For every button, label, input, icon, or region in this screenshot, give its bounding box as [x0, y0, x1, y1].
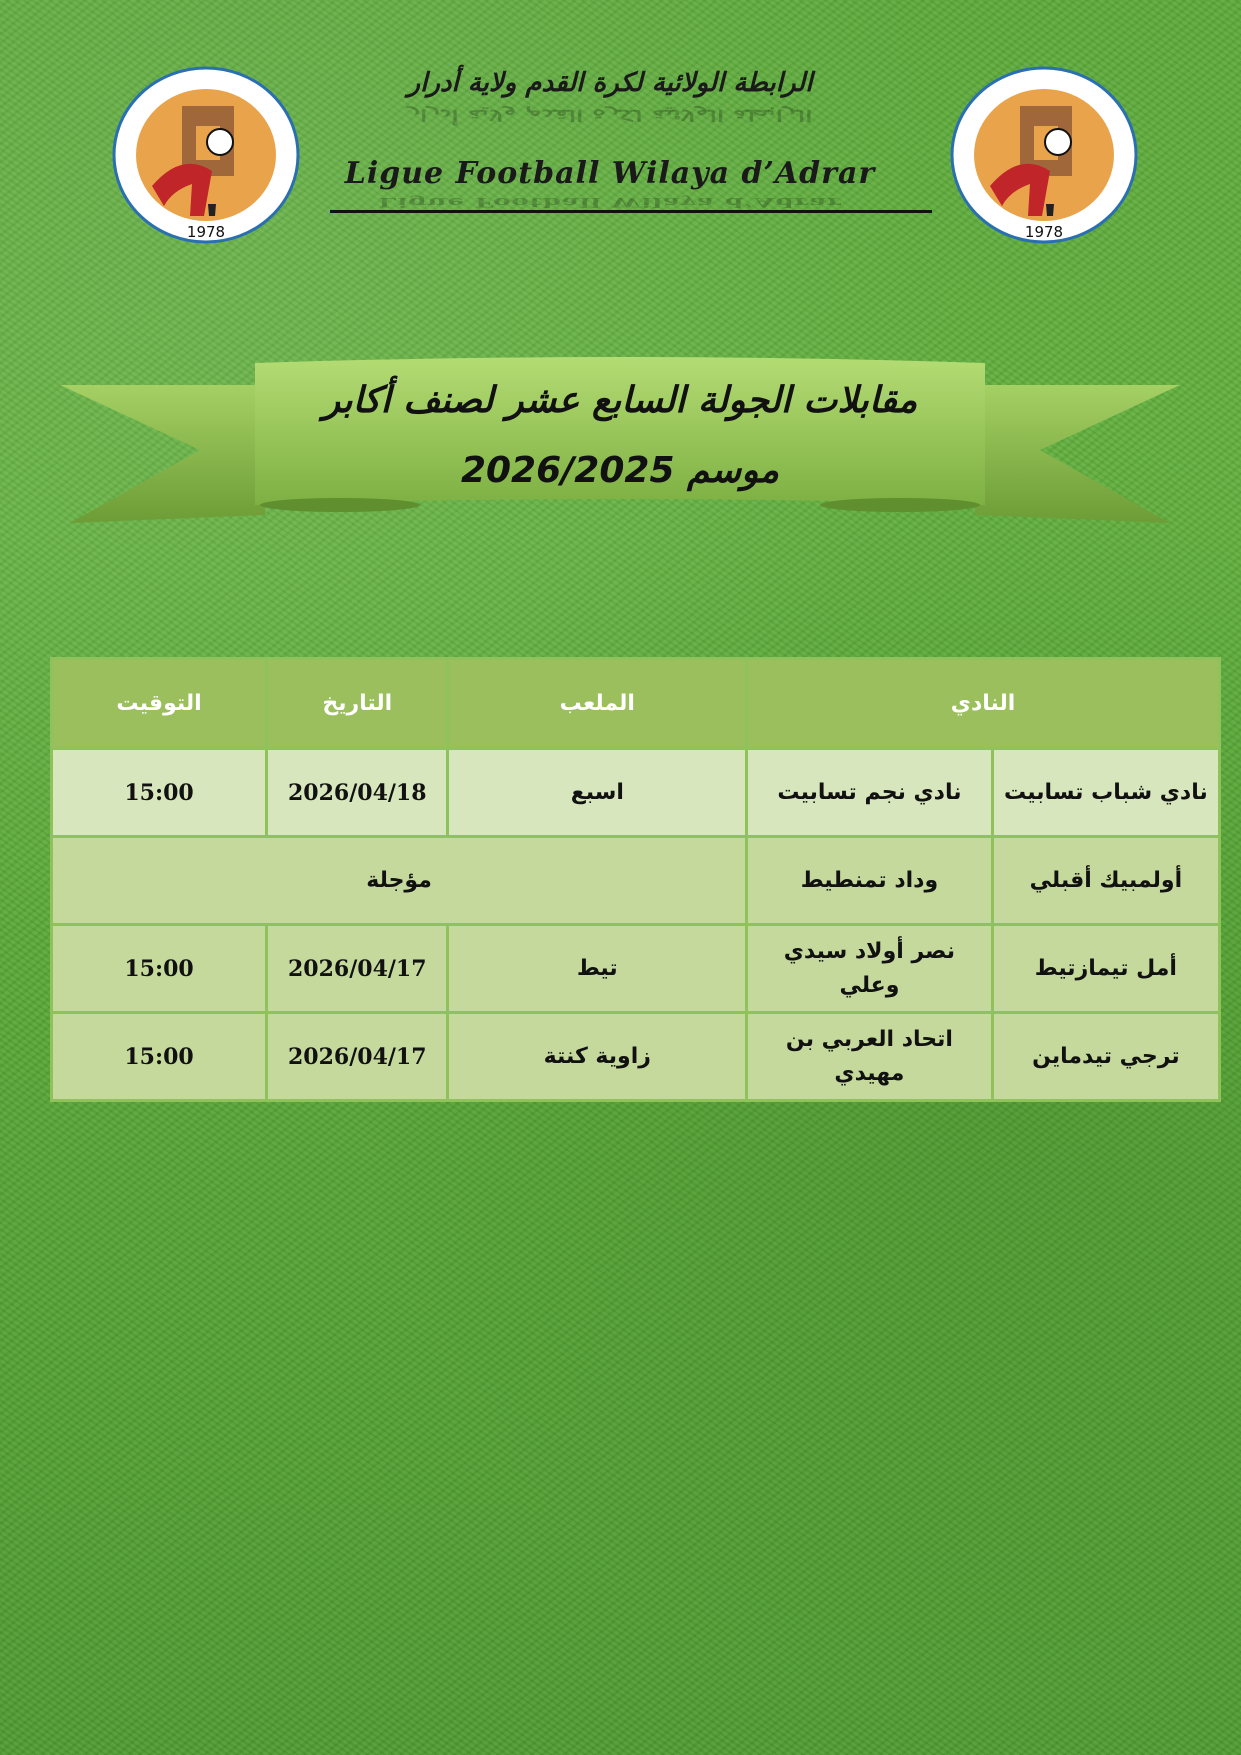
stadium: زاوية كنتة — [449, 1014, 745, 1099]
league-logo-left — [112, 66, 300, 244]
round-title: مقابلات الجولة السابع عشر لصنف أكابر — [322, 380, 918, 421]
away-team: نصر أولاد سيدي وعلي — [748, 926, 991, 1011]
home-team: أمل تيمازتيط — [994, 926, 1218, 1011]
table-header-row — [53, 660, 1218, 747]
header-divider — [330, 210, 932, 213]
league-title-arabic-reflection: الرابطة الولائية لكرة القدم ولاية أدرار — [407, 106, 813, 124]
match-time: 15:00 — [53, 1014, 265, 1099]
match-date: 2026/04/17 — [268, 926, 446, 1011]
header-club: النادي — [748, 660, 1218, 747]
match-date: 2026/04/18 — [268, 750, 446, 835]
home-team: أولمبيك أقبلي — [994, 838, 1218, 923]
table-row — [53, 1014, 1218, 1099]
league-logo-right — [950, 66, 1138, 244]
home-team: ترجي تيدماين — [994, 1014, 1218, 1099]
league-title-arabic: الرابطة الولائية لكرة القدم ولاية أدرار — [407, 68, 813, 98]
match-time: 15:00 — [53, 926, 265, 1011]
table-row — [53, 838, 1218, 923]
table-row — [53, 926, 1218, 1011]
stadium: تيط — [449, 926, 745, 1011]
match-date: 2026/04/17 — [268, 1014, 446, 1099]
stadium: اسبع — [449, 750, 745, 835]
match-status: مؤجلة — [53, 838, 745, 923]
header-time: التوقيت — [53, 660, 265, 747]
logo-year: 1978 — [1024, 223, 1064, 241]
league-title-french-reflection: Ligue Football Wilaya d’Adrar — [378, 194, 842, 210]
header-stadium: الملعب — [449, 660, 745, 747]
home-team: نادي شباب تسابيت — [994, 750, 1218, 835]
logo-year: 1978 — [186, 223, 226, 241]
fixtures-table — [50, 657, 1221, 1102]
away-team: نادي نجم تسابيت — [748, 750, 991, 835]
league-title-french: Ligue Football Wilaya d’Adrar — [344, 156, 876, 191]
away-team: اتحاد العربي بن مهيدي — [748, 1014, 991, 1099]
away-team: وداد تمنطيط — [748, 838, 991, 923]
season-title: موسم 2026/2025 — [460, 450, 780, 491]
header-date: التاريخ — [268, 660, 446, 747]
table-row — [53, 750, 1218, 835]
match-time: 15:00 — [53, 750, 265, 835]
